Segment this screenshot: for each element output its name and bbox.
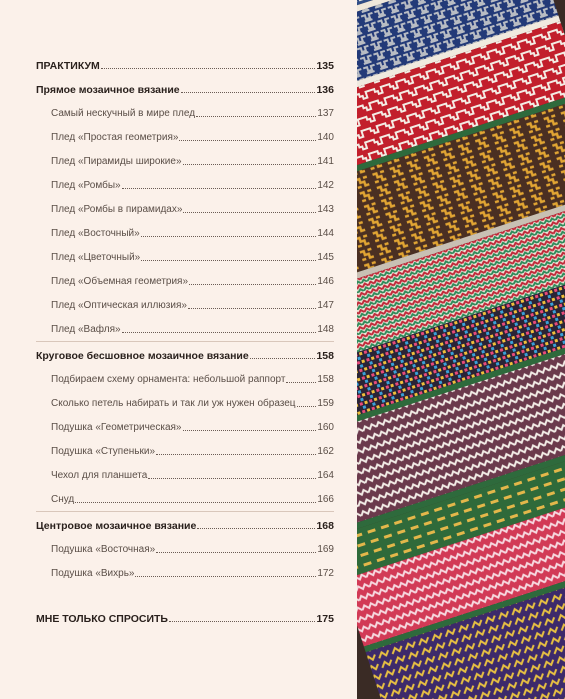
toc-item[interactable] xyxy=(36,466,334,482)
toc-page: 141 xyxy=(317,156,334,167)
toc-page: 158 xyxy=(317,374,334,385)
toc-page: 144 xyxy=(317,228,334,239)
leader-dots xyxy=(286,382,316,383)
toc-page: 145 xyxy=(317,252,334,263)
leader-dots xyxy=(250,358,316,359)
toc-title: Плед «Восточный» xyxy=(51,228,140,239)
leader-dots xyxy=(183,212,316,213)
toc-item[interactable] xyxy=(36,418,334,434)
toc-title: Круговое бесшовное мозаичное вязание xyxy=(36,350,249,362)
toc-title: Сколько петель набирать и так ли уж нужен образец xyxy=(51,398,296,409)
divider xyxy=(36,511,334,512)
toc-page: 168 xyxy=(316,520,334,532)
toc-page: 164 xyxy=(317,470,334,481)
leader-dots xyxy=(183,430,317,431)
toc-page: 169 xyxy=(317,544,334,555)
toc-item[interactable] xyxy=(36,248,334,264)
leader-dots xyxy=(122,332,317,333)
toc-item[interactable] xyxy=(36,370,334,386)
divider xyxy=(36,341,334,342)
leader-dots xyxy=(181,92,316,93)
leader-dots xyxy=(156,454,316,455)
leader-dots xyxy=(156,552,316,553)
toc-title: Плед «Цветочный» xyxy=(51,252,141,263)
toc-page: 146 xyxy=(317,276,334,287)
toc-page: 142 xyxy=(317,180,334,191)
toc-title: Плед «Ромбы» xyxy=(51,180,121,191)
toc-page: 147 xyxy=(317,300,334,311)
toc-page: 136 xyxy=(316,84,334,96)
toc-title: Прямое мозаичное вязание xyxy=(36,84,180,96)
toc-title: Плед «Простая геометрия» xyxy=(51,132,179,143)
toc-title: Снуд xyxy=(51,494,75,505)
toc-item[interactable] xyxy=(36,320,334,336)
leader-dots xyxy=(297,406,317,407)
toc-item[interactable] xyxy=(36,394,334,410)
toc-item[interactable] xyxy=(36,128,334,144)
toc-item[interactable] xyxy=(36,564,334,580)
toc-title: Плед «Ромбы в пирамидах» xyxy=(51,204,183,215)
toc-title: Плед «Пирамиды широкие» xyxy=(51,156,182,167)
toc-page: 175 xyxy=(316,613,334,625)
toc-item[interactable] xyxy=(36,104,334,120)
toc-title: Подбираем схему орнамента: небольшой раппорт xyxy=(51,374,286,385)
toc-item[interactable] xyxy=(36,490,334,506)
toc-section-circular-mosaic[interactable] xyxy=(36,346,334,362)
leader-dots xyxy=(169,621,316,622)
leader-dots xyxy=(141,236,317,237)
toc-item[interactable] xyxy=(36,224,334,240)
knitted-mosaic-photo xyxy=(357,0,565,699)
toc-page: 135 xyxy=(316,60,334,72)
toc-title: Подушка «Геометрическая» xyxy=(51,422,182,433)
toc-title: Центровое мозаичное вязание xyxy=(36,520,197,532)
toc-title: ПРАКТИКУМ xyxy=(36,60,100,72)
toc-title: Подушка «Восточная» xyxy=(51,544,156,555)
leader-dots xyxy=(101,68,316,69)
toc-item[interactable] xyxy=(36,272,334,288)
toc-item[interactable] xyxy=(36,200,334,216)
toc-title: Плед «Объемная геометрия» xyxy=(51,276,189,287)
toc-item[interactable] xyxy=(36,152,334,168)
toc-title: Подушка «Вихрь» xyxy=(51,568,135,579)
toc-title: Подушка «Ступеньки» xyxy=(51,446,156,457)
toc-page: 166 xyxy=(317,494,334,505)
leader-dots xyxy=(197,528,315,529)
toc-page: 172 xyxy=(317,568,334,579)
leader-dots xyxy=(189,284,316,285)
toc-title: Чехол для планшета xyxy=(51,470,148,481)
leader-dots xyxy=(75,502,316,503)
toc-title: Плед «Оптическая иллюзия» xyxy=(51,300,187,311)
toc-item[interactable] xyxy=(36,176,334,192)
toc-item[interactable] xyxy=(36,540,334,556)
toc-page: 137 xyxy=(317,108,334,119)
toc-page: 160 xyxy=(317,422,334,433)
toc-title: Плед «Вафля» xyxy=(51,324,121,335)
toc-section-center-mosaic[interactable] xyxy=(36,516,334,532)
toc-page: 162 xyxy=(317,446,334,457)
toc-page: 158 xyxy=(316,350,334,362)
toc-section-straight-mosaic[interactable] xyxy=(36,80,334,96)
toc-item[interactable] xyxy=(36,442,334,458)
toc-title: Самый нескучный в мире плед xyxy=(51,108,196,119)
toc-item[interactable] xyxy=(36,296,334,312)
leader-dots xyxy=(148,478,316,479)
leader-dots xyxy=(183,164,317,165)
toc-page: 143 xyxy=(317,204,334,215)
leader-dots xyxy=(188,308,316,309)
toc-praktikum[interactable] xyxy=(36,56,334,72)
toc-title: МНЕ ТОЛЬКО СПРОСИТЬ xyxy=(36,613,168,625)
leader-dots xyxy=(179,140,316,141)
leader-dots xyxy=(122,188,317,189)
toc-page: 159 xyxy=(317,398,334,409)
toc-final[interactable] xyxy=(36,609,334,625)
toc-page: 140 xyxy=(317,132,334,143)
leader-dots xyxy=(141,260,316,261)
leader-dots xyxy=(196,116,316,117)
toc-page: 148 xyxy=(317,324,334,335)
leader-dots xyxy=(135,576,316,577)
